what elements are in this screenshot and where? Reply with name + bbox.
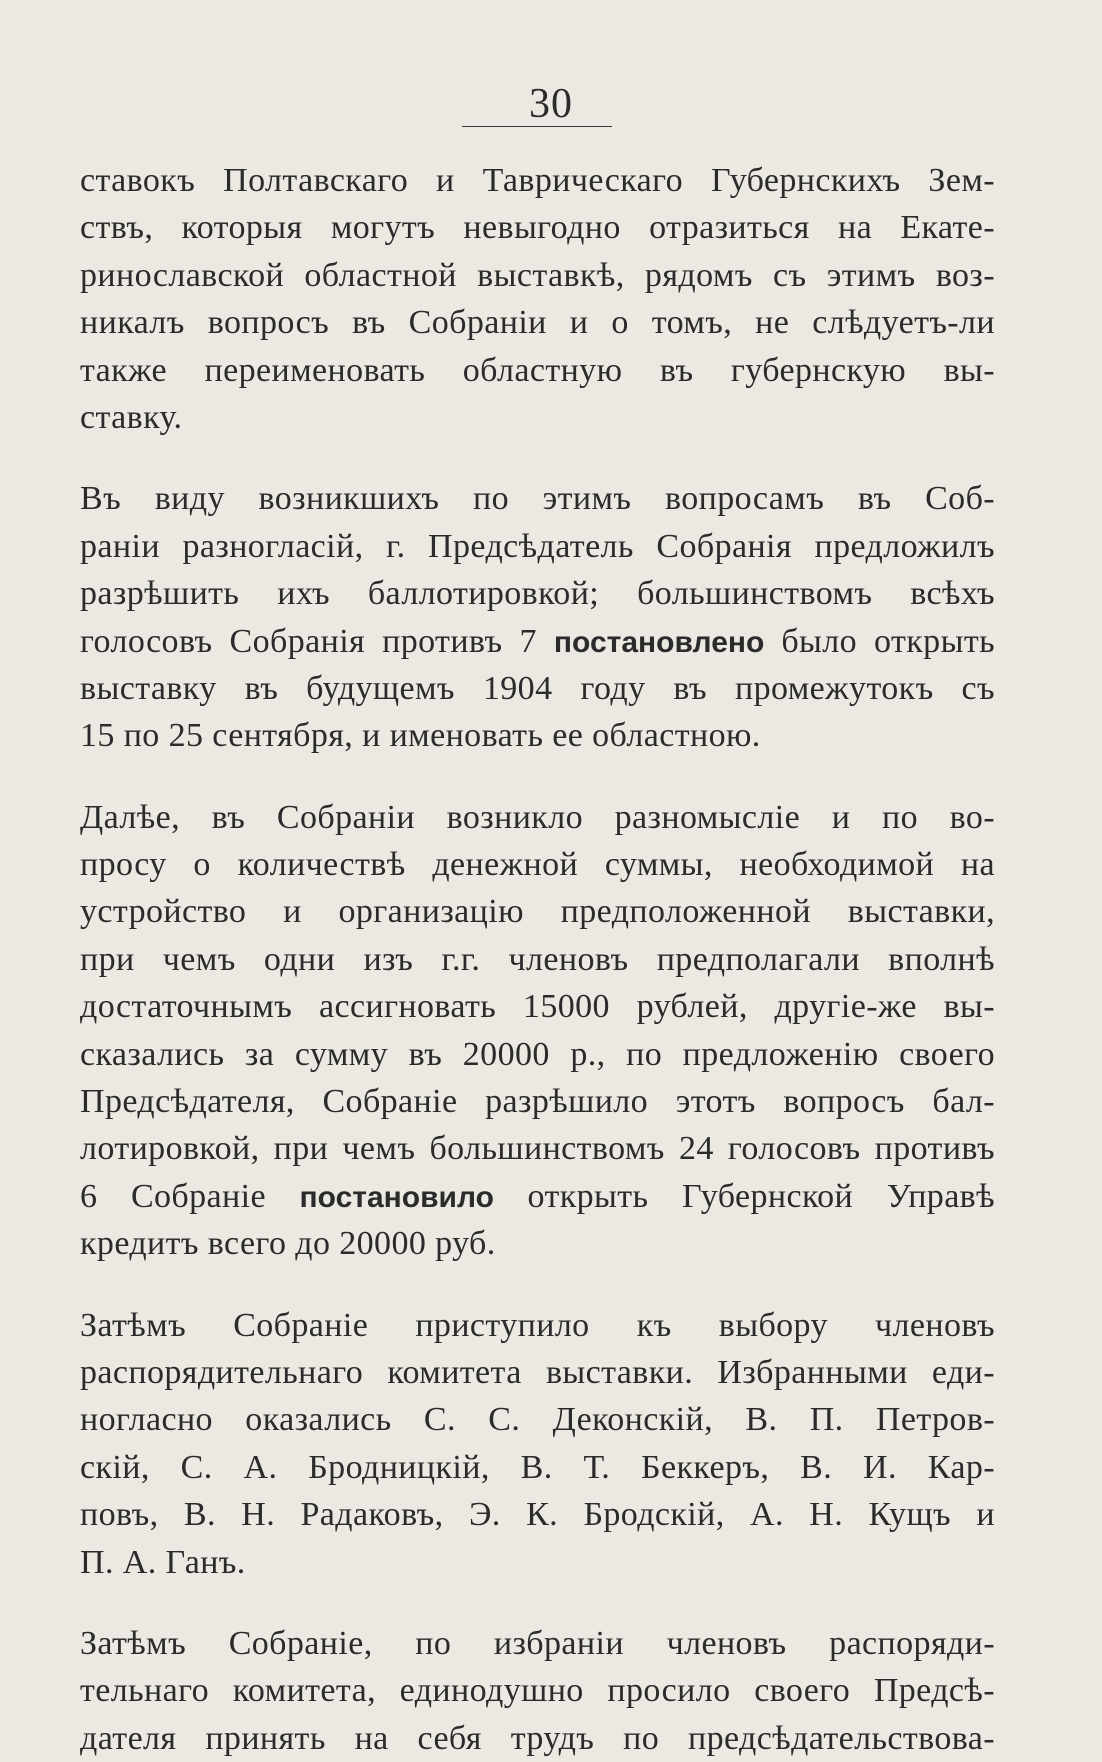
text-line: Предсѣдателя, Собраніе разрѣшило этотъ вопросъ бал-	[80, 1083, 995, 1121]
paragraph	[80, 475, 995, 759]
text-line: просу о количествѣ денежной суммы, необходимой на	[80, 846, 995, 884]
paragraph	[80, 1620, 995, 1762]
paragraph-gap	[80, 1586, 995, 1620]
bold-term: постановлено	[553, 625, 765, 659]
text-line: скій, С. А. Бродницкій, В. Т. Беккеръ, В. И. Кар-	[80, 1448, 995, 1486]
text-line: устройство и организацію предположенной выставки,	[80, 893, 995, 931]
text-line: кредитъ всего до 20000 руб.	[80, 1225, 496, 1263]
text-line: выставку въ будущемъ 1904 году въ промежутокъ съ	[80, 669, 995, 707]
paragraph	[80, 157, 995, 441]
text-line: Далѣе, въ Собраніи возникло разномысліе и по во-	[80, 798, 995, 836]
text-line: никалъ вопросъ въ Собраніи и о томъ, не слѣдуетъ-ли	[80, 304, 995, 342]
text-line: ставку.	[80, 398, 183, 436]
text-line: ствъ, которыя могутъ невыгодно отразиться на Екате-	[80, 209, 995, 247]
text-line: раніи разногласій, г. Предсѣдатель Собранія предложилъ	[80, 527, 995, 565]
text-line: Затѣмъ Собраніе приступило къ выбору членовъ	[80, 1306, 995, 1344]
body-text	[80, 157, 995, 1762]
text-line: распорядительнаго комитета выставки. Избранными еди-	[80, 1353, 995, 1391]
text-line: лотировкой, при чемъ большинствомъ 24 голосовъ противъ	[80, 1130, 995, 1168]
text-line: ринославской областной выставкѣ, рядомъ съ этимъ воз-	[80, 256, 995, 294]
text-line: достаточнымъ ассигновать 15000 рублей, другіе-же вы-	[80, 988, 995, 1026]
paragraph-gap	[80, 760, 995, 794]
bold-term: постановило	[299, 1180, 494, 1214]
paragraph	[80, 1302, 995, 1586]
text-line: ставокъ Полтавскаго и Таврическаго Губернскихъ Зем-	[80, 162, 995, 199]
text-line: 15 по 25 сентября, и именовать ее областною.	[80, 717, 761, 755]
paragraph-gap	[80, 441, 995, 475]
text-line: также переименовать областную въ губернскую вы-	[80, 351, 995, 389]
text-line: при чемъ одни изъ г.г. членовъ предполагали вполнѣ	[80, 940, 995, 978]
text-line: повъ, В. Н. Радаковъ, Э. К. Бродскій, А. Н. Кущъ и	[80, 1496, 995, 1534]
text-line: голосовъ Собранія противъ 7 постановлено было открыть	[80, 622, 995, 660]
text-line: дателя принять на себя трудъ по предсѣдательствова-	[80, 1719, 995, 1757]
text-line: 6 Собраніе постановило открыть Губернской Управѣ	[80, 1177, 995, 1215]
text-line: Затѣмъ Собраніе, по избраніи членовъ распоряди-	[80, 1624, 995, 1662]
text-line: П. А. Ганъ.	[80, 1543, 246, 1581]
paragraph-gap	[80, 1268, 995, 1302]
text-line: разрѣшить ихъ баллотировкой; большинствомъ всѣхъ	[80, 575, 995, 613]
text-line: тельнаго комитета, единодушно просило своего Предсѣ-	[80, 1672, 995, 1710]
text-line: Въ виду возникшихъ по этимъ вопросамъ въ Соб-	[80, 480, 995, 518]
text-line: ногласно оказались С. С. Деконскій, В. П. Петров-	[80, 1401, 995, 1439]
text-line: сказались за сумму въ 20000 р., по предложенію своего	[80, 1035, 995, 1073]
page-number-rule	[462, 126, 612, 127]
page-number: 30	[529, 81, 573, 127]
paragraph	[80, 794, 995, 1268]
